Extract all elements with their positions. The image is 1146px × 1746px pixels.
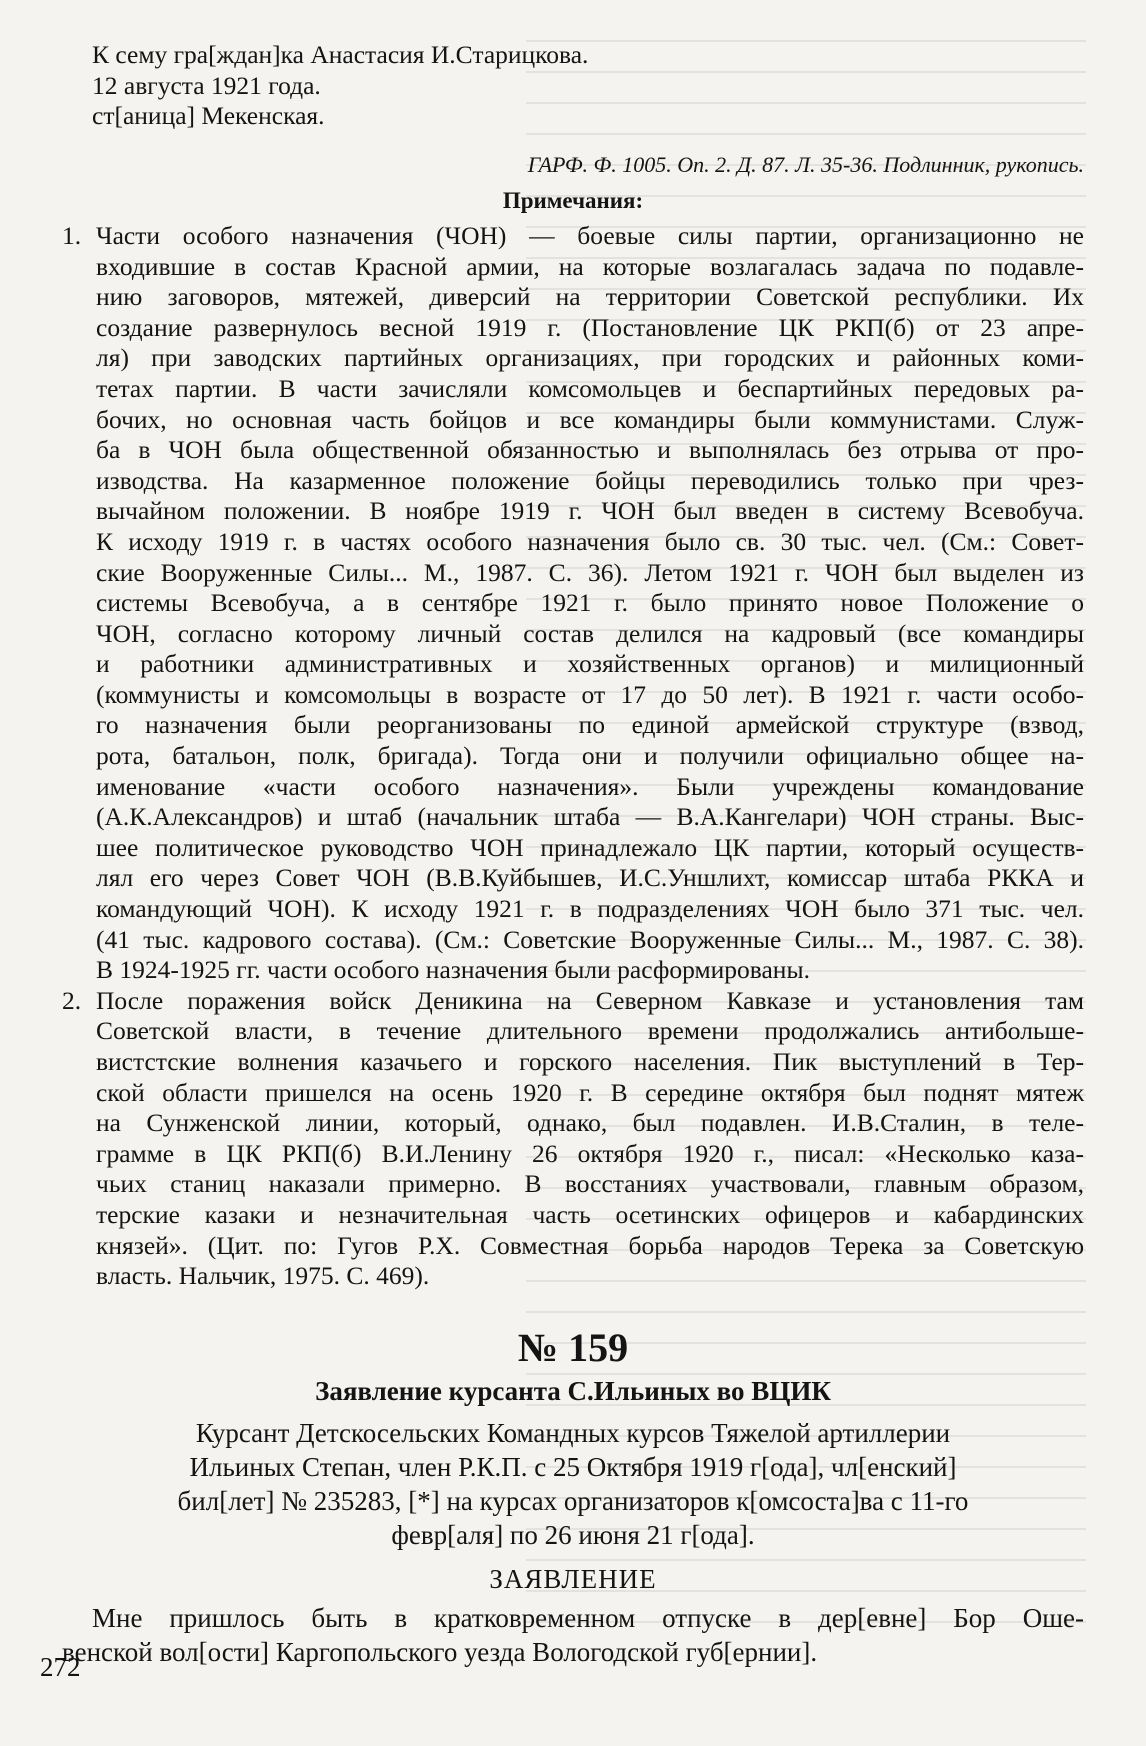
note-line: Советской власти, в течение длительного времени продолжались антибольше- bbox=[96, 1016, 1084, 1046]
note-line: вистстские волнения казачьего и горского населения. Пик выступлений в Тер- bbox=[96, 1047, 1084, 1076]
document-number: № 159 bbox=[517, 1324, 629, 1370]
note-line: терские казаки и незначительная часть осетинских офицеров и кабардинских bbox=[96, 1199, 1084, 1229]
note-number: 1. bbox=[62, 220, 82, 250]
note-line: тетах партии. В части зачисляли комсомольцев и беспартийных передовых ра- bbox=[96, 373, 1084, 403]
note-line: лял его через Совет ЧОН (В.В.Куйбышев, И.С.Уншлихт, комиссар штаба РККА и bbox=[96, 863, 1084, 893]
note-1 bbox=[62, 221, 1084, 986]
archive-source: ГАРФ. Ф. 1005. Оп. 2. Д. 87. Л. 35-36. Подлинник, рукопись. bbox=[527, 151, 1084, 177]
statement-body bbox=[62, 1601, 1084, 1669]
note-line: власть. Нальчик, 1975. С. 469). bbox=[96, 1261, 430, 1291]
note-line: нию заговоров, мятежей, диверсий на территории Советской республики. Их bbox=[96, 282, 1084, 312]
note-line: именование «части особого назначения». Были учреждены командование bbox=[96, 771, 1084, 801]
note-line: Части особого назначения (ЧОН) — боевые силы партии, организационно не bbox=[96, 220, 1084, 250]
note-line: шее политическое руководство ЧОН принадлежало ЦК партии, который осуществ- bbox=[96, 832, 1084, 862]
note-line: В 1924-1925 гг. части особого назначения были расформированы. bbox=[96, 955, 810, 985]
note-line: бочих, но основная часть бойцов и все командиры были коммунистами. Служ- bbox=[96, 404, 1084, 434]
note-line: князей». (Цит. по: Гугов Р.Х. Совместная борьба народов Терека за Советскую bbox=[96, 1230, 1084, 1260]
note-line: ба в ЧОН была общественной обязанностью и выполнялась без отрыва от про- bbox=[96, 435, 1084, 465]
notes-heading: Примечания: bbox=[502, 188, 644, 214]
note-line: ские Вооруженные Силы... М., 1987. С. 36). Летом 1921 г. ЧОН был выделен из bbox=[96, 557, 1084, 587]
date-line: 12 августа 1921 года. bbox=[92, 70, 321, 100]
note-line: изводства. На казарменное положение бойцы переводились только при чрез- bbox=[96, 465, 1084, 495]
sender-block bbox=[62, 1416, 1084, 1552]
note-line: (А.К.Александров) и штаб (начальник штаба — В.А.Кангелари) ЧОН страны. Выс- bbox=[96, 802, 1084, 832]
note-line: командующий ЧОН). К исходу 1921 г. в подразделениях ЧОН было 371 тыс. чел. bbox=[96, 894, 1084, 924]
note-line: входившие в состав Красной армии, на которые возлагалась задача по подавле- bbox=[96, 251, 1084, 281]
note-line: создание развернулось весной 1919 г. (Постановление ЦК РКП(б) от 23 апре- bbox=[96, 312, 1084, 342]
note-2 bbox=[62, 986, 1084, 1292]
note-line: ЧОН, согласно которому личный состав делился на кадровый (все командиры bbox=[96, 618, 1084, 648]
note-line: чьих станиц наказали примерно. В восстаниях участвовали, главным образом, bbox=[96, 1169, 1084, 1199]
body-line: Мне пришлось быть в кратковременном отпуске в дер[евне] Бор Оше- bbox=[92, 1602, 1084, 1633]
sender-line: Ильиных Степан, член Р.К.П. с 25 Октября 1919 г[ода], чл[енский] bbox=[189, 1452, 957, 1483]
note-line: системы Всевобуча, а в сентябре 1921 г. было принято новое Положение о bbox=[96, 588, 1084, 618]
note-line: рота, батальон, полк, бригада). Тогда они и получили официально общее на- bbox=[96, 741, 1084, 771]
page-body bbox=[62, 40, 1084, 1669]
note-line: (коммунисты и комсомольцы в возрасте от 17 до 50 лет). В 1921 г. части особо- bbox=[96, 679, 1084, 709]
statement-heading: ЗАЯВЛЕНИЕ bbox=[489, 1564, 657, 1595]
body-line: венской вол[ости] Каргопольского уезда Вологодской губ[ернии]. bbox=[62, 1636, 818, 1667]
note-line: го назначения были реорганизованы по единой армейской структуре (взвод, bbox=[96, 710, 1084, 740]
note-line: вычайном положении. В ноябре 1919 г. ЧОН был введен в систему Всевобуча. bbox=[96, 496, 1084, 526]
closing-signature bbox=[62, 40, 1084, 132]
note-line: (41 тыс. кадрового состава). (См.: Советские Вооруженные Силы... М., 1987. С. 38). bbox=[96, 924, 1084, 954]
sender-line: февр[аля] по 26 июня 21 г[ода]. bbox=[391, 1520, 755, 1551]
note-line: После поражения войск Деникина на Северном Кавказе и установления там bbox=[96, 985, 1084, 1015]
note-line: и работники административных и хозяйственных органов) и милиционный bbox=[96, 649, 1084, 679]
note-line: К исходу 1919 г. в частях особого назначения было св. 30 тыс. чел. (См.: Совет- bbox=[96, 526, 1084, 556]
note-line: грамме в ЦК РКП(б) В.И.Ленину 26 октября 1920 г., писал: «Несколько каза- bbox=[96, 1138, 1084, 1168]
page-number: 272 bbox=[40, 1652, 81, 1682]
sender-line: Курсант Детскосельских Командных курсов Тяжелой артиллерии bbox=[195, 1418, 951, 1449]
note-line: на Сунженской линии, который, однако, был подавлен. И.В.Сталин, в теле- bbox=[96, 1108, 1084, 1138]
note-number: 2. bbox=[62, 985, 82, 1015]
note-line: ской области пришелся на осень 1920 г. В середине октября был поднят мятеж bbox=[96, 1077, 1084, 1107]
sender-line: бил[лет] № 235283, [*] на курсах организаторов к[омсоста]ва с 11-го bbox=[177, 1486, 969, 1517]
signature-line: К сему гра[ждан]ка Анастасия И.Старицкова. bbox=[92, 40, 589, 69]
document-title: Заявление курсанта С.Ильиных во ВЦИК bbox=[315, 1375, 831, 1406]
note-line: ля) при заводских партийных организациях, при городских и районных коми- bbox=[96, 343, 1084, 373]
place-line: ст[аница] Мекенская. bbox=[92, 101, 325, 131]
